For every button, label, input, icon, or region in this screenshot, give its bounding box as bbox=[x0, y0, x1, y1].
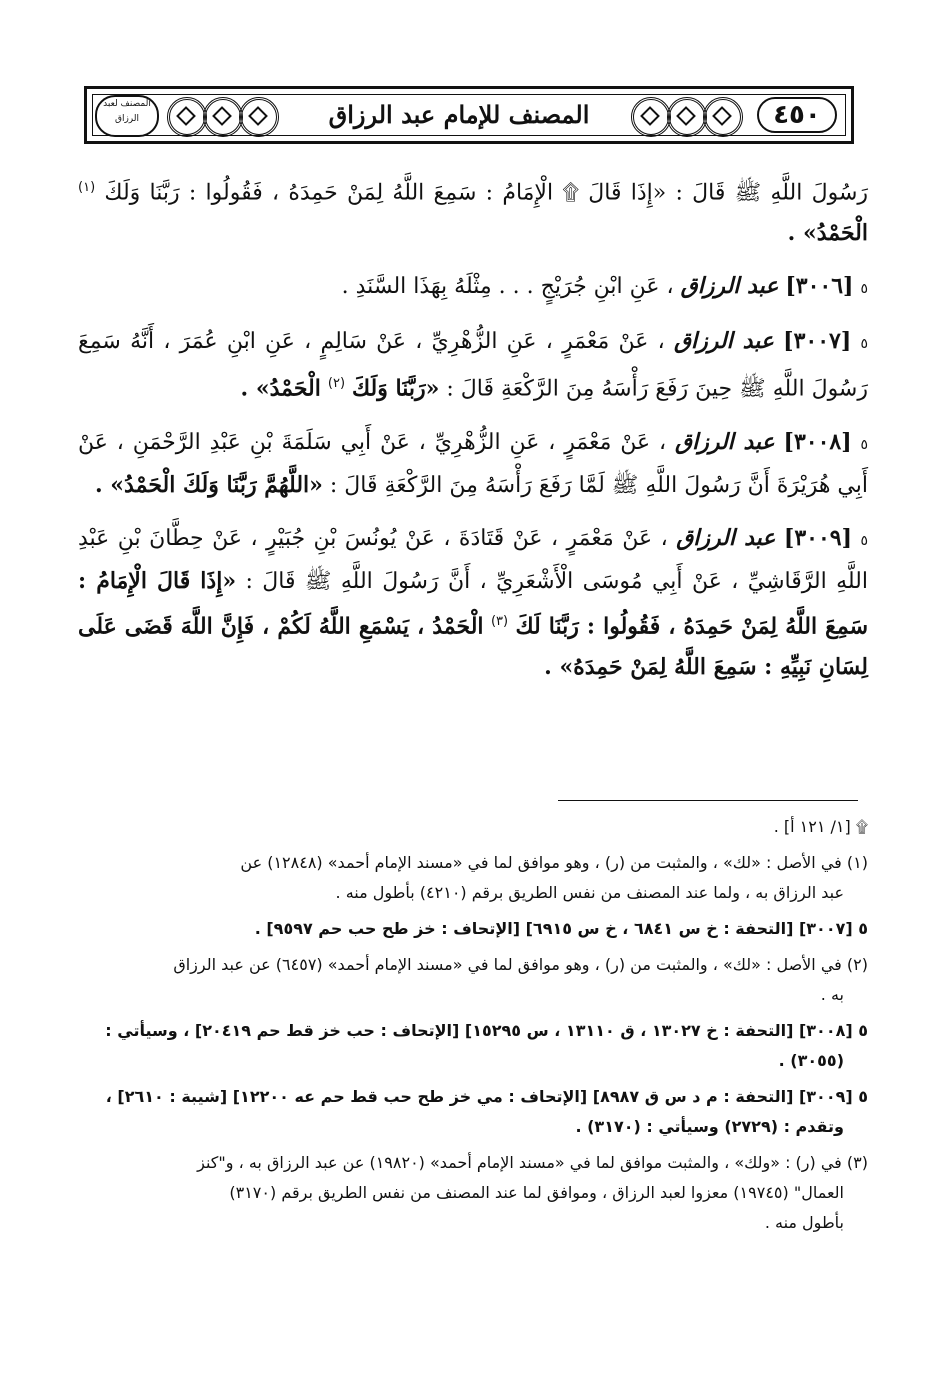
hadith-quote: الْحَمْدُ ، يَسْمَعِ اللَّهُ لَكُمْ ، فَإِنَّ اللَّهَ قَضَى عَلَى لِسَانِ نَبِيِّهِ : سَمِعَ اللَّهُ لِمَنْ حَمِدَهُ» . bbox=[78, 612, 868, 680]
ornament-icon bbox=[631, 97, 671, 137]
hadith-continuation bbox=[78, 168, 868, 254]
hadith-quote: «رَبَّنَا وَلَكَ bbox=[352, 375, 440, 402]
hadith-quote: «إِذَا قَالَ الْإِمَامُ : سَمِعَ اللَّهُ لِمَنْ حَمِدَهُ ، فَقُولُوا : رَبَّنَا لَكَ bbox=[78, 567, 869, 639]
circle-marker: ٥ bbox=[860, 281, 868, 298]
ornament-icon bbox=[203, 97, 243, 137]
hadith-number: [٣٠٠٨] bbox=[783, 428, 852, 455]
ornament-icon bbox=[167, 97, 207, 137]
takhrij-3009 bbox=[70, 1082, 868, 1142]
footnote-line: ٥ [٣٠٠٨] [التحفة : خ ١٣٠٢٧ ، ق ١٣١١٠ ، س ١٥٢٩٥] [الإتحاف : حب خز قط حم ٢٠٤١٩] ، وسيأتي : bbox=[105, 1021, 868, 1040]
ornament-icon bbox=[239, 97, 279, 137]
footnote-marker: (٢) bbox=[327, 376, 346, 392]
footnote-line: (١) في الأصل : «لك» ، والمثبت من (ر) ، وهو موافق لما في «مسند الإمام أحمد» (١٢٨٤٨) عن bbox=[240, 853, 868, 872]
hadith-text: ، عَنْ مَعْمَرٍ ، عَنِ الزُّهْرِيِّ ، عَنْ أَبِي سَلَمَةَ بْنِ عَبْدِ الرَّحْمَنِ ، عَنْ أَبِي هُرَيْرَةَ أَنَّ رَسُولَ اللَّهِ ﷺ لَمَّا رَفَعَ رَأْسَهُ مِنَ الرَّكْعَةِ قَالَ : bbox=[78, 429, 868, 498]
hadith-quote: «اللَّهُمَّ رَبَّنَا وَلَكَ الْحَمْدُ» . bbox=[94, 471, 323, 498]
circle-marker: ٥ bbox=[860, 436, 869, 453]
hadith-3007 bbox=[78, 321, 868, 409]
ornament-icon bbox=[667, 97, 707, 137]
page-number: ٤٥٠ bbox=[757, 97, 837, 133]
footnote-line: (٣٠٥٥) . bbox=[778, 1051, 844, 1070]
hadith-3006 bbox=[78, 266, 868, 309]
footnote-line: (٣) في (ر) : «ولك» ، والمثبت موافق لما في «مسند الإمام أحمد» (١٩٨٢٠) عن عبد الرزاق به ، و"كنز bbox=[197, 1153, 868, 1172]
footnote-line: العمال" (١٩٧٤٥) معزوا لعبد الرزاق ، وموافق لما عند المصنف من نفس الطريق برقم (٣١٧٠) bbox=[229, 1183, 844, 1202]
footnote-marker: (١) bbox=[78, 180, 96, 195]
footnote-line: ٥ [٣٠٠٩] [التحفة : م د س ق ٨٩٨٧] [الإتحاف : مي خز طح حب قط حم عه ١٢٢٠٠] [شيبة : ٢٦١٠] ، bbox=[105, 1087, 868, 1106]
narrator-name: عبد الرزاق bbox=[680, 273, 779, 300]
page-header bbox=[84, 86, 854, 144]
hadith-number: [٣٠٠٦] bbox=[785, 273, 854, 300]
footnote-line: بأطول منه . bbox=[764, 1213, 844, 1232]
hadith-text: ، عَنِ ابْنِ جُرَيْجٍ . . . مِثْلَهُ بِهَذَا السَّنَدِ . bbox=[341, 274, 674, 300]
book-title: المصنف للإمام عبد الرزاق bbox=[328, 100, 590, 129]
hadith-number: [٣٠٠٧] bbox=[783, 328, 852, 355]
takhrij-3007: ٥ [٣٠٠٧] [التحفة : خ س ٦٨٤١ ، خ س ٦٩١٥] [الإتحاف : خز طح حب حم ٩٥٩٧] . bbox=[254, 919, 868, 938]
narrator-name: عبد الرزاق bbox=[676, 524, 776, 551]
ornament-icon bbox=[703, 97, 743, 137]
footnote-line: به . bbox=[820, 985, 844, 1004]
publisher-seal bbox=[95, 95, 159, 137]
circle-marker: ٥ bbox=[860, 336, 869, 353]
takhrij-3008 bbox=[70, 1016, 868, 1076]
hadith-3008 bbox=[78, 422, 868, 506]
hadith-number: [٣٠٠٩] bbox=[783, 524, 852, 551]
hadith-text: ، عَنْ مَعْمَرٍ ، عَنْ قَتَادَةَ ، عَنْ يُونُسَ بْنِ جُبَيْرٍ ، عَنْ حِطَّانَ بْنِ عَبْدِ اللَّهِ الرَّقَاشِيِّ ، عَنْ أَبِي مُوسَى الْأَشْعَرِيِّ ، أَنَّ رَسُولَ اللَّهِ ﷺ قَالَ : bbox=[78, 525, 868, 594]
footnote-divider bbox=[558, 800, 858, 801]
hadith-quote: الْحَمْدُ» . bbox=[240, 375, 321, 402]
footnote-2 bbox=[70, 950, 868, 1010]
text-line: رَسُولَ اللَّهِ ﷺ قَالَ : «إِذَا قَالَ ۩ الْإِمَامُ : سَمِعَ اللَّهُ لِمَنْ حَمِدَهُ ، فَقُولُوا : رَبَّنَا وَلَكَ bbox=[104, 180, 869, 206]
footnote-1 bbox=[70, 848, 868, 908]
narrator-name: عبد الرزاق bbox=[673, 328, 774, 355]
footnote-line: وتقدم : (٢٧٢٩) وسيأتي : (٣١٧٠) . bbox=[575, 1117, 844, 1136]
seal-text: المصنف لعبد الرزاق bbox=[103, 99, 151, 124]
narrator-name: عبد الرزاق bbox=[675, 428, 775, 455]
footnote-marker: (٣) bbox=[490, 613, 509, 629]
footnote-line: (٢) في الأصل : «لك» ، والمثبت من (ر) ، وهو موافق لما في «مسند الإمام أحمد» (٦٤٥٧) عن عبد الرزاق bbox=[173, 955, 868, 974]
footnotes bbox=[70, 812, 868, 1244]
main-text bbox=[78, 168, 868, 700]
hadith-3009 bbox=[78, 518, 868, 688]
text-line: الْحَمْدُ» . bbox=[787, 220, 868, 247]
hadith-text: ، عَنْ مَعْمَرٍ ، عَنِ الزُّهْرِيِّ ، عَنْ سَالِمٍ ، عَنِ ابْنِ عُمَرَ ، أَنَّهُ سَمِعَ رَسُولَ اللَّهِ ﷺ حِينَ رَفَعَ رَأْسَهُ مِنَ الرَّكْعَةِ قَالَ : bbox=[78, 329, 868, 402]
footnote-line: عبد الرزاق به ، ولما عند المصنف من نفس الطريق برقم (٤٢١٠) بأطول منه . bbox=[335, 883, 844, 902]
footnote-3 bbox=[70, 1148, 868, 1238]
footnote-folio: ۩ [١/ ١٢١ أ] . bbox=[773, 817, 868, 836]
circle-marker: ٥ bbox=[860, 532, 869, 549]
